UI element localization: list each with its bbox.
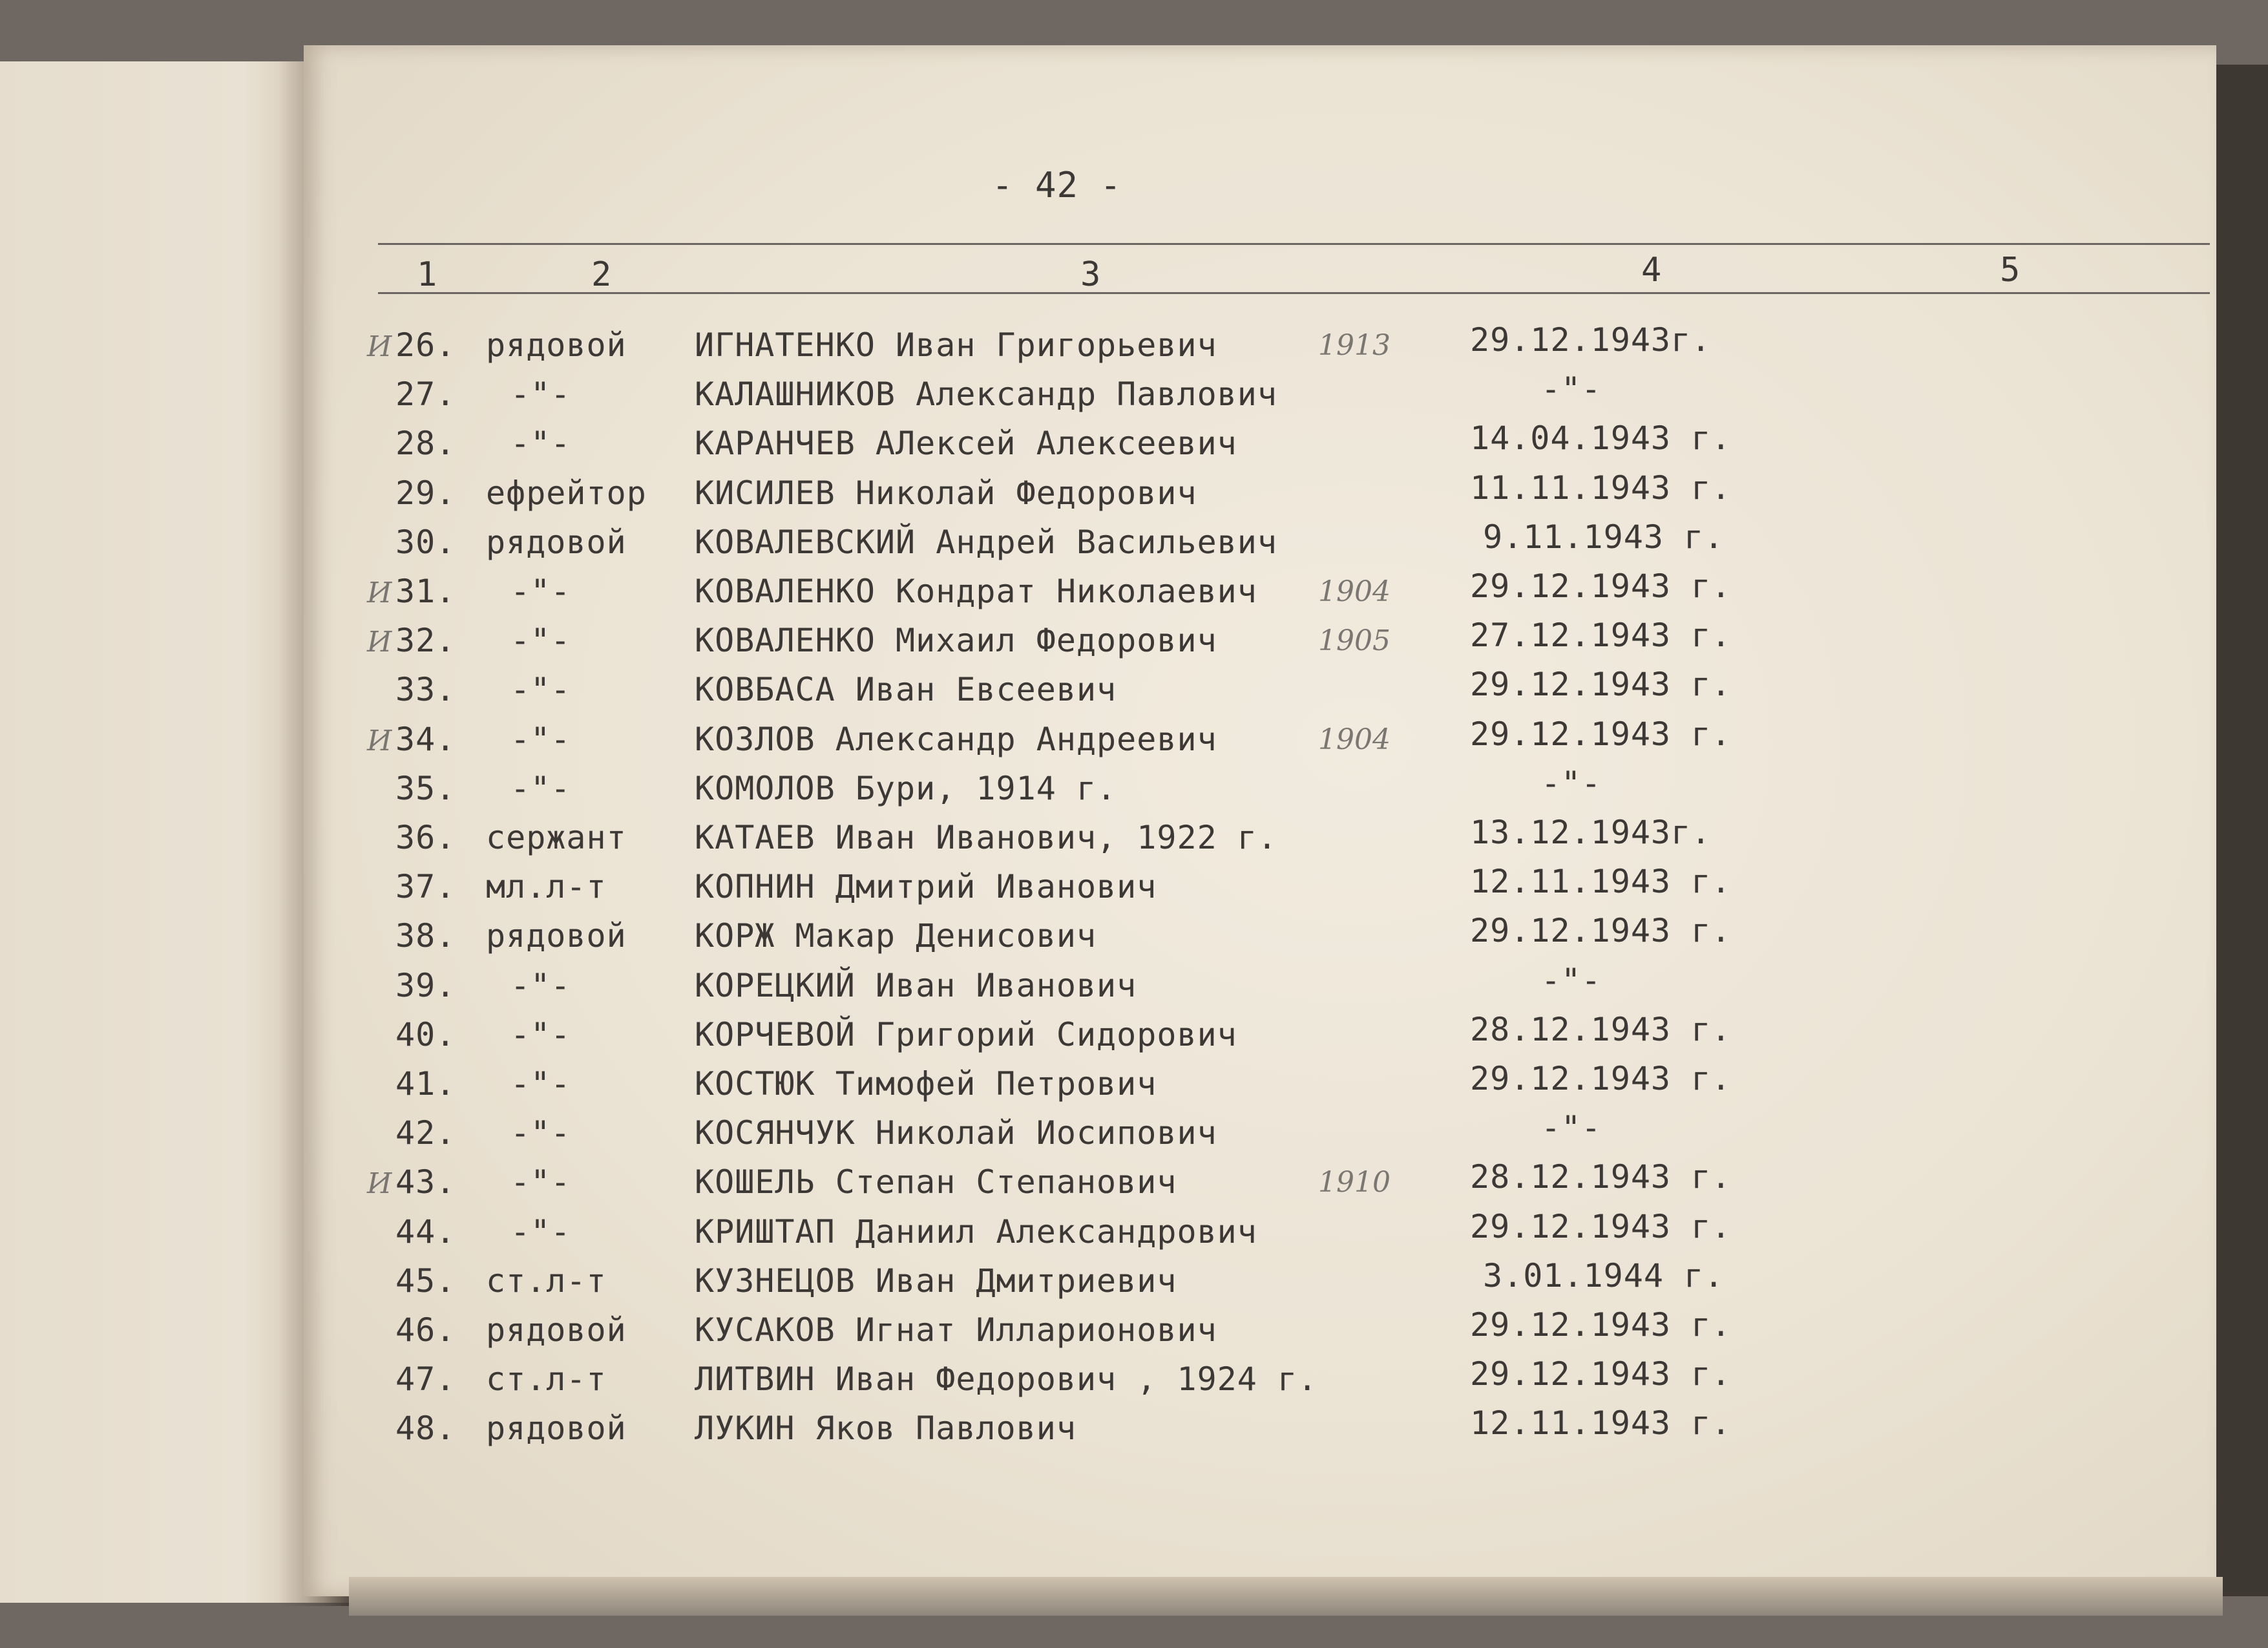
row-number: 42. bbox=[395, 1114, 456, 1152]
full-name: КРИШТАП Даниил Александрович bbox=[695, 1213, 1257, 1251]
date: 12.11.1943 г. bbox=[1470, 863, 1732, 900]
rank: -"- bbox=[510, 967, 571, 1004]
date: -"- bbox=[1541, 370, 1602, 408]
rank: ефрейтор bbox=[486, 474, 647, 512]
rank: -"- bbox=[510, 573, 571, 610]
date: 27.12.1943 г. bbox=[1470, 617, 1732, 654]
row-number: 40. bbox=[395, 1016, 456, 1053]
row-number: 28. bbox=[395, 425, 456, 462]
full-name: КИСИЛЕВ Николай Федорович bbox=[695, 474, 1197, 512]
pencil-mark: И bbox=[367, 1167, 392, 1200]
rank: -"- bbox=[510, 1163, 571, 1201]
table-header-rule bbox=[378, 292, 2210, 294]
full-name: КАЛАШНИКОВ Александр Павлович bbox=[695, 375, 1277, 413]
column-header-4: 4 bbox=[1641, 251, 1663, 290]
rank: -"- bbox=[510, 1213, 571, 1251]
date: 29.12.1943 г. bbox=[1470, 912, 1732, 949]
row-number: 33. bbox=[395, 671, 456, 708]
pencil-mark: И bbox=[367, 576, 392, 609]
full-name: КОЗЛОВ Александр Андреевич bbox=[695, 721, 1217, 758]
row-number: 48. bbox=[395, 1410, 456, 1447]
rank: мл.л-т bbox=[486, 868, 607, 905]
date: 29.12.1943 г. bbox=[1470, 715, 1732, 753]
row-number: 31. bbox=[395, 573, 456, 610]
page-bottom-edge bbox=[349, 1577, 2223, 1616]
rank: рядовой bbox=[486, 1311, 627, 1349]
date: 29.12.1943 г. bbox=[1470, 1208, 1732, 1245]
row-number: 36. bbox=[395, 819, 456, 856]
birth-year-note: 1904 bbox=[1318, 575, 1391, 608]
date: 29.12.1943 г. bbox=[1470, 567, 1732, 605]
rank: -"- bbox=[510, 770, 571, 807]
row-number: 32. bbox=[395, 622, 456, 659]
date: 13.12.1943г. bbox=[1470, 814, 1712, 851]
birth-year-note: 1905 bbox=[1318, 624, 1391, 657]
full-name: ИГНАТЕНКО Иван Григорьевич bbox=[695, 326, 1217, 364]
page-number: - 42 - bbox=[992, 165, 1122, 206]
column-header-2: 2 bbox=[591, 255, 613, 294]
birth-year-note: 1910 bbox=[1318, 1166, 1391, 1199]
full-name: КАРАНЧЕВ АЛексей Алексеевич bbox=[695, 425, 1237, 462]
date: 29.12.1943 г. bbox=[1470, 1060, 1732, 1097]
pencil-mark: И bbox=[367, 724, 392, 757]
rank: рядовой bbox=[486, 917, 627, 955]
table-top-rule bbox=[378, 243, 2210, 245]
full-name: КОРЧЕВОЙ Григорий Сидорович bbox=[695, 1016, 1237, 1053]
column-header-3: 3 bbox=[1080, 255, 1102, 294]
date: -"- bbox=[1541, 962, 1602, 999]
row-number: 34. bbox=[395, 721, 456, 758]
birth-year-note: 1913 bbox=[1318, 329, 1391, 362]
rank: -"- bbox=[510, 425, 571, 462]
full-name: КОСТЮК Тимофей Петрович bbox=[695, 1065, 1157, 1103]
date: 9.11.1943 г. bbox=[1483, 518, 1725, 556]
row-number: 46. bbox=[395, 1311, 456, 1349]
date: 11.11.1943 г. bbox=[1470, 469, 1732, 507]
row-number: 35. bbox=[395, 770, 456, 807]
column-header-5: 5 bbox=[2000, 251, 2021, 290]
rank: -"- bbox=[510, 375, 571, 413]
full-name: КОРЕЦКИЙ Иван Иванович bbox=[695, 967, 1137, 1004]
row-number: 30. bbox=[395, 523, 456, 561]
full-name: КОВАЛЕНКО Кондрат Николаевич bbox=[695, 573, 1257, 610]
full-name: КОВАЛЕВСКИЙ Андрей Васильевич bbox=[695, 523, 1277, 561]
date: 14.04.1943 г. bbox=[1470, 419, 1732, 457]
rank: -"- bbox=[510, 1114, 571, 1152]
full-name: КОМОЛОВ Бури, 1914 г. bbox=[695, 770, 1117, 807]
rank: рядовой bbox=[486, 326, 627, 364]
rank: -"- bbox=[510, 1065, 571, 1103]
rank: -"- bbox=[510, 622, 571, 659]
date: 12.11.1943 г. bbox=[1470, 1404, 1732, 1442]
full-name: КОВБАСА Иван Евсеевич bbox=[695, 671, 1117, 708]
date: -"- bbox=[1541, 1109, 1602, 1146]
birth-year-note: 1904 bbox=[1318, 723, 1391, 756]
full-name: ЛУКИН Яков Павлович bbox=[695, 1410, 1076, 1447]
row-number: 43. bbox=[395, 1163, 456, 1201]
rank: -"- bbox=[510, 721, 571, 758]
full-name: КОШЕЛЬ Степан Степанович bbox=[695, 1163, 1177, 1201]
rank: рядовой bbox=[486, 1410, 627, 1447]
rank: рядовой bbox=[486, 523, 627, 561]
rank: -"- bbox=[510, 1016, 571, 1053]
full-name: КОВАЛЕНКО Михаил Федорович bbox=[695, 622, 1217, 659]
rank: ст.л-т bbox=[486, 1262, 607, 1300]
rank: ст.л-т bbox=[486, 1360, 607, 1398]
row-number: 47. bbox=[395, 1360, 456, 1398]
date: 29.12.1943 г. bbox=[1470, 1355, 1732, 1393]
row-number: 44. bbox=[395, 1213, 456, 1251]
full-name: КОРЖ Макар Денисович bbox=[695, 917, 1097, 955]
date: 29.12.1943г. bbox=[1470, 321, 1712, 359]
full-name: КОПНИН Дмитрий Иванович bbox=[695, 868, 1157, 905]
full-name: КУЗНЕЦОВ Иван Дмитриевич bbox=[695, 1262, 1177, 1300]
row-number: 41. bbox=[395, 1065, 456, 1103]
row-number: 29. bbox=[395, 474, 456, 512]
rank: -"- bbox=[510, 671, 571, 708]
full-name: КАТАЕВ Иван Иванович, 1922 г. bbox=[695, 819, 1277, 856]
row-number: 38. bbox=[395, 917, 456, 955]
row-number: 27. bbox=[395, 375, 456, 413]
date: 28.12.1943 г. bbox=[1470, 1011, 1732, 1048]
date: -"- bbox=[1541, 765, 1602, 802]
row-number: 37. bbox=[395, 868, 456, 905]
column-header-1: 1 bbox=[417, 255, 438, 294]
date: 28.12.1943 г. bbox=[1470, 1158, 1732, 1196]
row-number: 39. bbox=[395, 967, 456, 1004]
full-name: КУСАКОВ Игнат Илларионович bbox=[695, 1311, 1217, 1349]
pencil-mark: И bbox=[367, 330, 392, 363]
rank: сержант bbox=[486, 819, 627, 856]
row-number: 45. bbox=[395, 1262, 456, 1300]
date: 3.01.1944 г. bbox=[1483, 1257, 1725, 1294]
date: 29.12.1943 г. bbox=[1470, 666, 1732, 703]
full-name: КОСЯНЧУК Николай Иосипович bbox=[695, 1114, 1217, 1152]
pencil-mark: И bbox=[367, 626, 392, 659]
full-name: ЛИТВИН Иван Федорович , 1924 г. bbox=[695, 1360, 1318, 1398]
row-number: 26. bbox=[395, 326, 456, 364]
date: 29.12.1943 г. bbox=[1470, 1306, 1732, 1344]
